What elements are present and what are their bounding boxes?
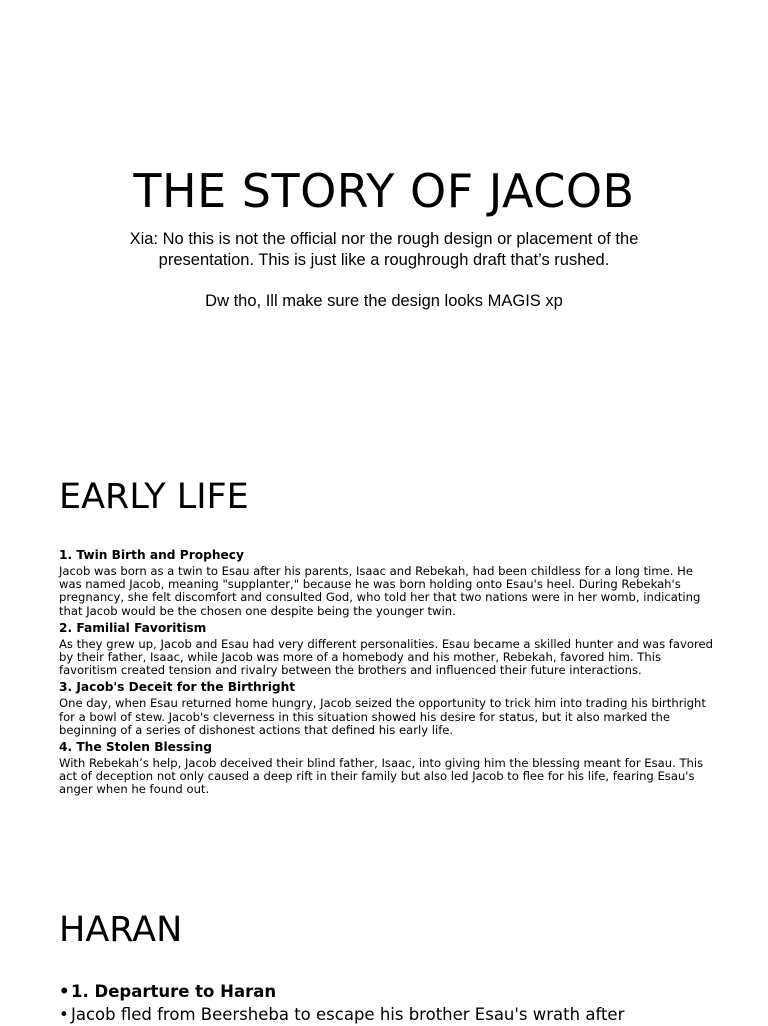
- list-item: [59, 980, 739, 1003]
- early-life-heading: EARLY LIFE: [59, 477, 249, 517]
- list-item: [59, 739, 719, 797]
- list-item-body: Jacob was born as a twin to Esau after his parents, Isaac and Rebekah, had been childless for a long time. He was named Jacob, meaning "supplanter," because he was born holding onto Esau's heel. During Rebekah's pregnancy, she felt discomfort and consulted God, who told her that two nations were in her womb, indicating that Jacob would be the chosen one despite being the younger twin.: [59, 564, 701, 618]
- subtitle-note: Xia: No this is not the official nor the rough design or placement of the presentation. This is just like a roughrough draft that’s rushed.: [129, 230, 639, 269]
- subtitle: [84, 229, 684, 312]
- list-item-text: Jacob fled from Beersheba to escape his brother Esau's wrath after: [71, 1005, 625, 1024]
- list-item-title: 1. Twin Birth and Prophecy: [59, 548, 244, 562]
- list-item-title: 4. The Stolen Blessing: [59, 740, 213, 755]
- list-item-body: As they grew up, Jacob and Esau had very different personalities. Esau became a skilled hunter and was favored by their father, Isaac, while Jacob was more of a homebody and his mother, Rebekah, favored him. This favoritism created tension and rivalry between the brothers and influenced their future interactions.: [59, 636, 713, 678]
- list-item-title: 2. Familial Favoritism: [59, 620, 207, 635]
- list-item: [59, 679, 719, 737]
- list-item: [59, 1003, 739, 1026]
- presentation-title: THE STORY OF JACOB: [133, 164, 635, 218]
- haran-list: [59, 980, 739, 1026]
- list-item-text: 1. Departure to Haran: [71, 982, 277, 1001]
- subtitle-remark: Dw tho, Ill make sure the design looks MAGIS xp: [205, 292, 563, 310]
- haran-heading: HARAN: [59, 910, 183, 950]
- list-item-body: One day, when Esau returned home hungry, Jacob seized the opportunity to trick him into trading his birthright for a bowl of stew. Jacob's cleverness in this situation showed his desire for status, but it also marked the beginning of a series of dishonest actions that defined his early life.: [59, 696, 706, 737]
- list-item: [59, 620, 719, 678]
- list-item: [59, 547, 719, 618]
- list-item-title: 3. Jacob's Deceit for the Birthright: [59, 680, 296, 695]
- early-life-slide: [0, 470, 768, 850]
- bullet-icon: •: [59, 982, 70, 1001]
- title-slide: [0, 0, 768, 420]
- bullet-icon: •: [59, 1005, 69, 1024]
- early-life-list: [59, 547, 719, 799]
- haran-slide: [0, 900, 768, 1024]
- list-item-body: With Rebekah’s help, Jacob deceived their blind father, Isaac, into giving him the blessing meant for Esau. This act of deception not only caused a deep rift in their family but also led Jacob to flee for his life, fearing Esau's anger when he found out.: [59, 756, 704, 797]
